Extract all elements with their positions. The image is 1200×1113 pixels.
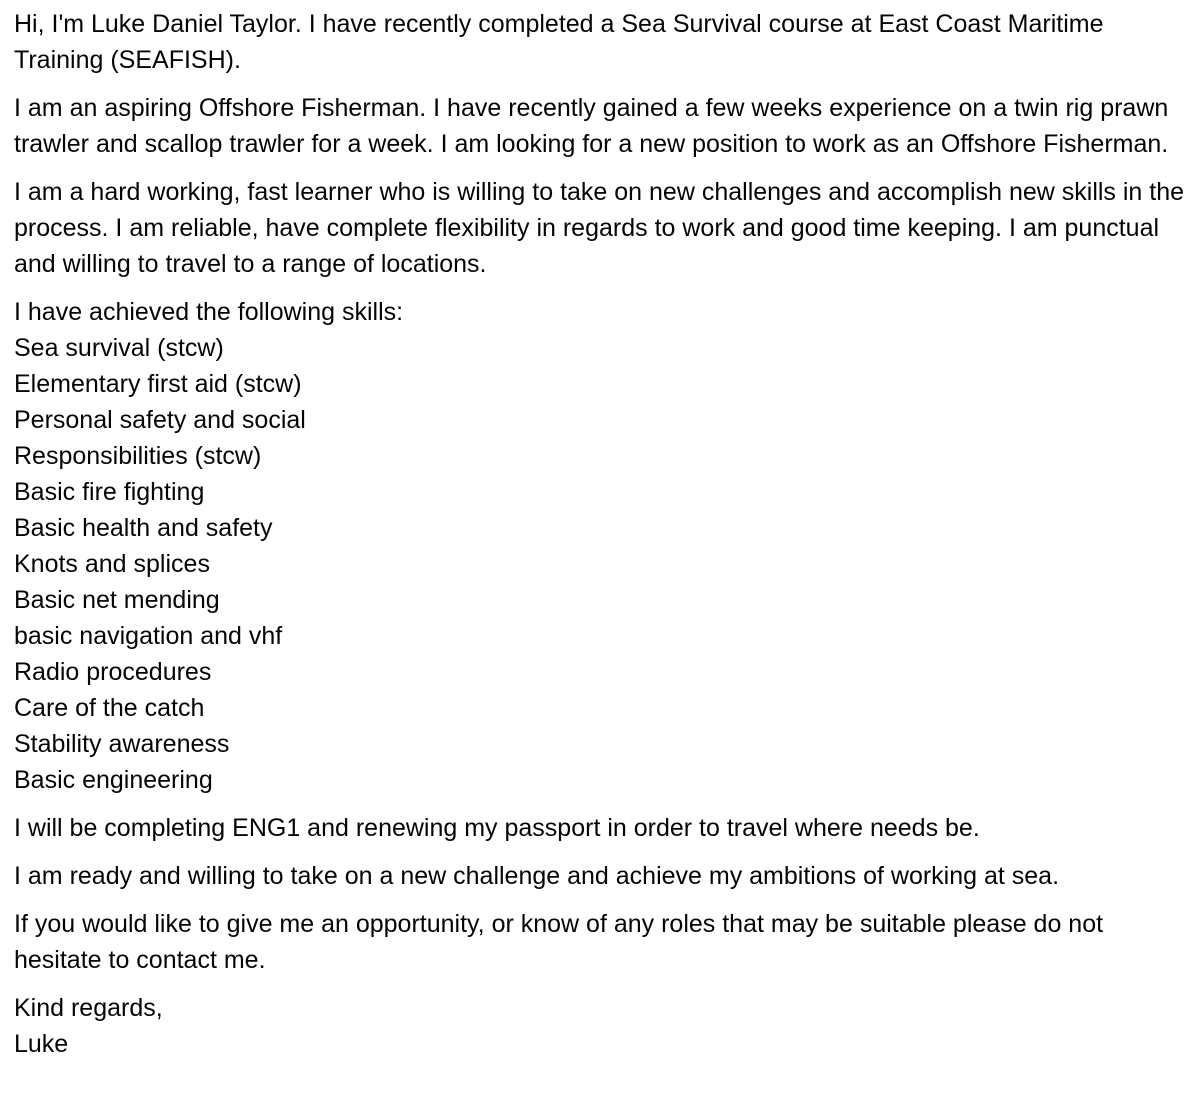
contact-paragraph: If you would like to give me an opportunity, or know of any roles that may be suitable please do not hesitate to contact me. bbox=[14, 910, 1104, 974]
qualities-paragraph: I am a hard working, fast learner who is willing to take on new challenges and accomplish new skills in the process. I am reliable, have complete flexibility in regards to work and good time keeping. I am punctual and willing to travel to a range of locations. bbox=[14, 178, 1185, 278]
skill-item: Basic net mending bbox=[14, 586, 220, 614]
skill-item: Knots and splices bbox=[14, 550, 210, 578]
skills-intro: I have achieved the following skills: bbox=[14, 298, 404, 326]
skill-item: Elementary first aid (stcw) bbox=[14, 370, 302, 398]
skill-list bbox=[14, 330, 1186, 798]
signature-name: Luke bbox=[14, 1030, 69, 1058]
intro-paragraph: Hi, I'm Luke Daniel Taylor. I have recently completed a Sea Survival course at East Coast Maritime Training (SEAFISH). bbox=[14, 10, 1104, 74]
skill-item: Basic fire fighting bbox=[14, 478, 205, 506]
skill-item: basic navigation and vhf bbox=[14, 622, 283, 650]
skill-item: Basic health and safety bbox=[14, 514, 273, 542]
closing-line: Kind regards, bbox=[14, 994, 163, 1022]
skill-item: Sea survival (stcw) bbox=[14, 334, 224, 362]
skill-item: Basic engineering bbox=[14, 766, 213, 794]
skill-item: Radio procedures bbox=[14, 658, 212, 686]
ready-paragraph: I am ready and willing to take on a new challenge and achieve my ambitions of working at sea. bbox=[14, 862, 1060, 890]
skill-item: Responsibilities (stcw) bbox=[14, 442, 262, 470]
plans-paragraph: I will be completing ENG1 and renewing my passport in order to travel where needs be. bbox=[14, 814, 980, 842]
skill-item: Stability awareness bbox=[14, 730, 230, 758]
aspiration-paragraph: I am an aspiring Offshore Fisherman. I have recently gained a few weeks experience on a twin rig prawn trawler and scallop trawler for a week. I am looking for a new position to work as an Offshore Fisherman. bbox=[14, 94, 1169, 158]
skill-item: Personal safety and social bbox=[14, 406, 306, 434]
skill-item: Care of the catch bbox=[14, 694, 205, 722]
